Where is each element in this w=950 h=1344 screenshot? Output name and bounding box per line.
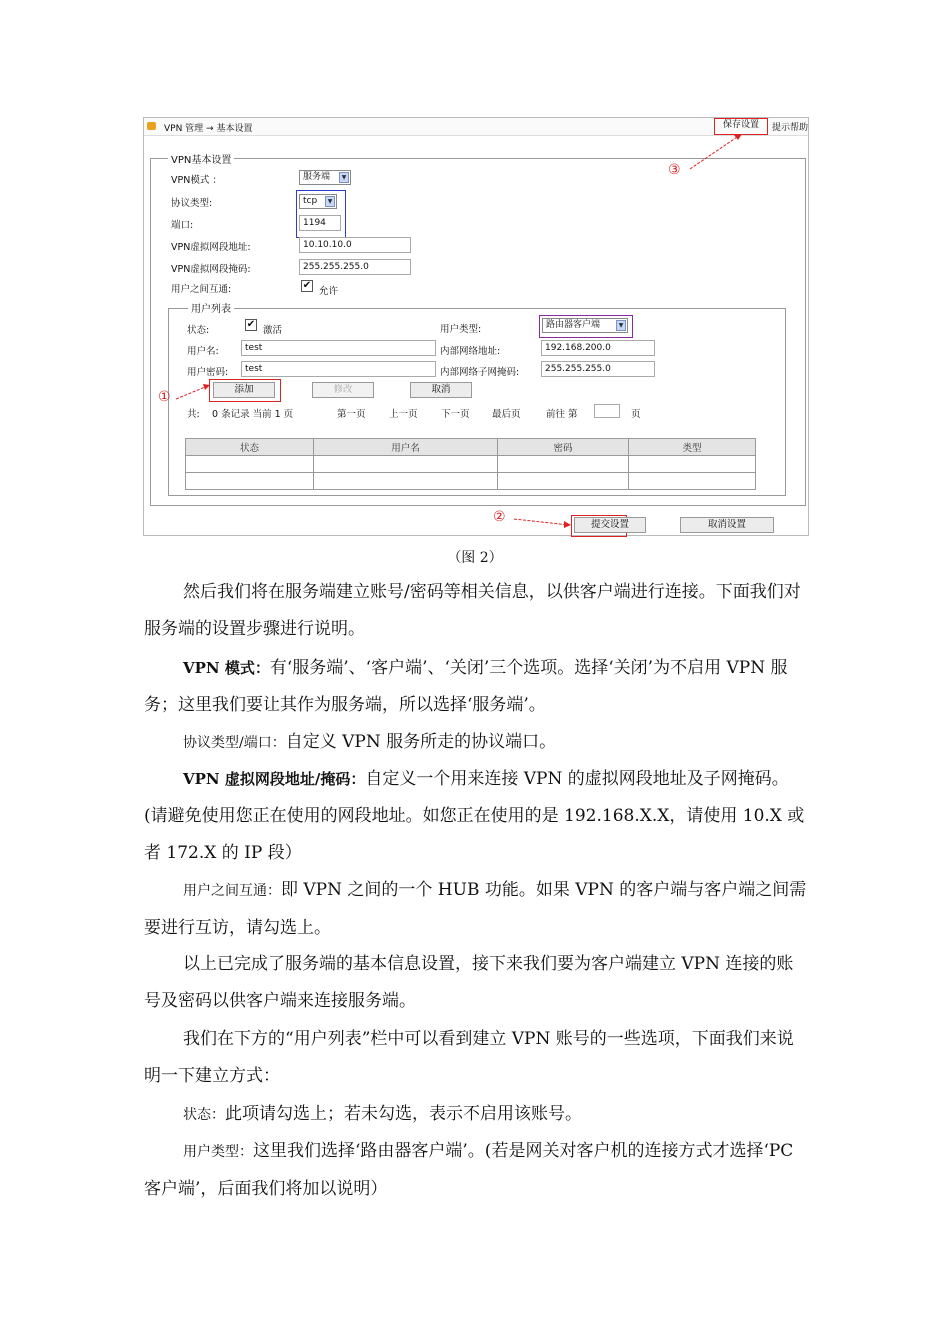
marker-2: ② xyxy=(493,509,506,525)
figure-caption: （图 2） xyxy=(447,550,503,566)
mask-input[interactable]: 255.255.255.0 xyxy=(299,259,411,275)
paragraph-8-keyword: 状态： xyxy=(183,1107,225,1123)
paragraph-9-text: 这里我们选择‘路由器客户端’。(若是网关对客户机的连接方式才选择‘PC 客户端’，后面我们将加以说明） xyxy=(144,1141,794,1199)
lan-input[interactable]: 192.168.200.0 xyxy=(541,340,655,356)
protocol-value: tcp xyxy=(303,196,318,206)
paragraph-3-keyword: 协议类型/端口： xyxy=(183,735,286,751)
paragraph-2-keyword: VPN 模式： xyxy=(183,659,270,677)
lan-mask-label: 内部网络子网掩码: xyxy=(440,367,520,378)
marker-3: ③ xyxy=(668,162,681,178)
chevron-down-icon: ▼ xyxy=(325,196,335,207)
col-type: 类型 xyxy=(629,439,756,456)
paragraph-2 xyxy=(144,650,807,724)
paragraph-4 xyxy=(144,761,807,872)
paragraph-6 xyxy=(144,946,807,1020)
paragraph-6-text: 以上已完成了服务端的基本信息设置，接下来我们要为客户端建立 VPN 连接的账号及密码以供客户端来连接服务端。 xyxy=(144,954,794,1011)
annotation-arrows xyxy=(144,118,808,535)
vpn-settings-figure xyxy=(143,117,809,536)
chevron-down-icon: ▼ xyxy=(339,172,349,183)
cancel-button[interactable]: 取消 xyxy=(410,382,472,398)
add-button[interactable]: 添加 xyxy=(213,382,275,398)
paragraph-4-keyword: VPN 虚拟网段地址/掩码： xyxy=(183,770,366,788)
username-input[interactable]: test xyxy=(241,340,436,356)
user-type-label: 用户类型: xyxy=(440,324,482,335)
vpn-mode-label: VPN模式 ： xyxy=(171,175,222,186)
password-input[interactable]: test xyxy=(241,361,436,377)
col-username: 用户名 xyxy=(314,439,498,456)
password-label: 用户密码: xyxy=(187,367,229,378)
status-checkbox[interactable]: ✔ xyxy=(246,319,256,330)
paragraph-7-text: 我们在下方的“用户列表”栏中可以看到建立 VPN 账号的一些选项，下面我们来说明一下建立方式： xyxy=(144,1029,794,1086)
breadcrumb: VPN 管理 → 基本设置 xyxy=(164,124,253,134)
paragraph-3 xyxy=(144,724,807,762)
user-type-value: 路由器客户端 xyxy=(546,320,601,330)
marker-1: ① xyxy=(158,389,171,405)
paragraph-2-text: 有‘服务端’、‘客户端’、‘关闭’三个选项。选择‘关闭’为不启用 VPN 服务；这里我们要让其作为服务端，所以选择‘服务端’。 xyxy=(144,658,788,715)
port-input[interactable]: 1194 xyxy=(299,215,341,231)
lan-mask-input[interactable]: 255.255.255.0 xyxy=(541,361,655,377)
col-password: 密码 xyxy=(498,439,629,456)
col-status: 状态 xyxy=(186,439,314,456)
interop-value: 允许 xyxy=(319,286,339,297)
lan-label: 内部网络地址: xyxy=(440,346,501,357)
paragraph-7 xyxy=(144,1021,807,1095)
port-label: 端口: xyxy=(171,220,194,231)
modify-button[interactable]: 修改 xyxy=(312,382,374,398)
save-settings-button[interactable]: 保存设置 xyxy=(714,118,768,135)
mask-label: VPN虚拟网段掩码: xyxy=(171,264,251,275)
status-label: 状态: xyxy=(187,325,210,336)
cancel-settings-button[interactable]: 取消设置 xyxy=(680,517,774,533)
interop-label: 用户之间互通: xyxy=(171,284,232,295)
paragraph-5 xyxy=(144,872,807,947)
basic-settings-legend: VPN基本设置 xyxy=(168,151,234,166)
paragraph-3-text: 自定义 VPN 服务所走的协议端口。 xyxy=(285,732,557,752)
pager-goto: 前往 第 xyxy=(546,409,578,420)
pager-last[interactable]: 最后页 xyxy=(492,409,521,420)
submit-settings-button[interactable]: 提交设置 xyxy=(574,517,646,533)
paragraph-9 xyxy=(144,1133,807,1208)
chevron-down-icon: ▼ xyxy=(616,320,626,331)
paragraph-5-text: 即 VPN 之间的一个 HUB 功能。如果 VPN 的客户端与客户端之间需要进行互访，请勾选上。 xyxy=(144,880,807,938)
paragraph-8 xyxy=(144,1096,807,1134)
paragraph-1-text: 然后我们将在服务端建立账号/密码等相关信息，以供客户端进行连接。下面我们对服务端的设置步骤进行说明。 xyxy=(144,582,801,639)
paragraph-1 xyxy=(144,574,807,648)
interop-checkbox[interactable]: ✔ xyxy=(302,280,312,291)
username-label: 用户名: xyxy=(187,346,219,357)
paragraph-8-text: 此项请勾选上；若未勾选，表示不启用该账号。 xyxy=(225,1104,582,1124)
pager-prev[interactable]: 上一页 xyxy=(389,409,418,420)
vpn-mode-value: 服务端 xyxy=(303,172,331,182)
paragraph-4-text: 自定义一个用来连接 VPN 的虚拟网段地址及子网掩码。(请避免使用您正在使用的网段地址。如您正在使用的是 192.168.X.X，请使用 10.X 或者 172.X 的 IP 段） xyxy=(144,769,805,863)
paragraph-9-keyword: 用户类型： xyxy=(183,1144,253,1160)
subnet-input[interactable]: 10.10.10.0 xyxy=(299,237,411,253)
pager-next[interactable]: 下一页 xyxy=(441,409,470,420)
user-list-legend: 用户列表 xyxy=(188,300,234,315)
status-value: 激活 xyxy=(263,325,283,336)
pager-total: 共: xyxy=(187,409,200,420)
protocol-label: 协议类型: xyxy=(171,198,213,209)
subnet-label: VPN虚拟网段地址: xyxy=(171,242,251,253)
pager-suffix: 页 xyxy=(631,409,641,420)
pager-first[interactable]: 第一页 xyxy=(337,409,366,420)
help-link[interactable]: 提示帮助 xyxy=(772,123,809,133)
paragraph-5-keyword: 用户之间互通： xyxy=(183,883,281,899)
pager-count: 0 条记录 当前 1 页 xyxy=(212,409,294,420)
